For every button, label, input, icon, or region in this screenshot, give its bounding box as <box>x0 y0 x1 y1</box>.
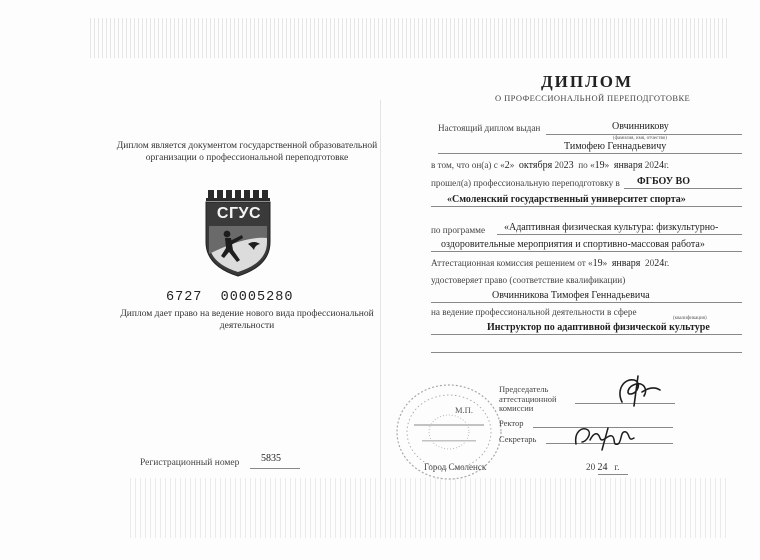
left-footer: Диплом дает право на ведение нового вида профессиональной деятельности <box>120 309 374 331</box>
holder-underline <box>431 302 742 303</box>
start-day: 2 <box>504 160 510 171</box>
scan-noise-top <box>90 18 730 58</box>
program-underline-1 <box>497 234 742 235</box>
surname-underline <box>546 134 742 135</box>
document-title: ДИПЛОМ <box>540 72 634 91</box>
end-day-open-quote: « <box>590 160 595 170</box>
program-underline-2 <box>431 251 742 252</box>
secretary-label: Секретарь <box>499 434 537 444</box>
period-to: по <box>578 160 588 170</box>
commission-year: 24 <box>654 258 665 269</box>
qualification-hint: (квалификация) <box>673 316 707 321</box>
city-label: Город Смоленск <box>424 462 487 472</box>
stamp-mp-label: М.П. <box>455 405 473 415</box>
university-logo <box>200 188 278 278</box>
issue-year-prefix: 20 <box>586 462 596 472</box>
period-prefix: в том, что он(а) с <box>431 160 498 170</box>
commission-close-quote: » <box>602 258 608 268</box>
commission-label: Аттестационная комиссия решением от <box>431 258 586 268</box>
left-heading: Диплом является документом государственной образовательной организации о профессиональной переподготовке <box>116 141 378 163</box>
issued-label: Настоящий диплом выдан <box>438 123 541 133</box>
holder-name: Овчинникова Тимофея Геннадьевича <box>492 290 650 301</box>
logo-text: СГУС <box>216 205 262 222</box>
period-line <box>431 160 669 171</box>
document-subtitle: О ПРОФЕССИОНАЛЬНОЙ ПЕРЕПОДГОТОВКЕ <box>495 93 691 103</box>
issue-year-value: 24 <box>597 462 608 473</box>
end-day-close-quote: » <box>604 160 610 170</box>
commission-year-prefix: 20 <box>645 258 655 268</box>
end-year: 24 <box>653 160 664 171</box>
blank-underline <box>431 352 742 353</box>
activity-label: на ведение профессиональной деятельности в сфере <box>431 307 637 317</box>
reg-number-value: 5835 <box>261 453 281 464</box>
start-day-close-quote: » <box>509 160 515 170</box>
chair-label: Председатель аттестационной комиссии <box>499 384 557 413</box>
end-year-suffix: г. <box>663 160 669 170</box>
program-line-2: оздоровительные мероприятия и спортивно-массовая работа» <box>441 239 705 250</box>
qualification-underline <box>431 334 742 335</box>
fio-hint: (фамилия, имя, отчество) <box>613 136 667 141</box>
start-year: 23 <box>563 160 574 171</box>
diploma-number <box>166 290 293 305</box>
issue-year <box>586 462 619 473</box>
commission-day: 19 <box>592 258 603 269</box>
diploma-serial: 00005280 <box>220 290 294 305</box>
end-month: января <box>613 160 643 171</box>
certifies-label: удостоверяет право (соответствие квалификации) <box>431 275 626 285</box>
chair-signature <box>608 372 662 408</box>
issue-year-suffix: г. <box>614 462 620 472</box>
start-month: октября <box>518 160 553 171</box>
end-year-prefix: 20 <box>644 160 654 170</box>
program-label: по программе <box>431 225 486 235</box>
issue-year-underline <box>598 474 628 475</box>
secretary-signature <box>568 420 638 452</box>
name-underline <box>438 153 742 154</box>
commission-line <box>431 258 669 269</box>
org-name-underline <box>431 206 742 207</box>
passed-label: прошел(а) профессиональную переподготовку в <box>431 178 620 188</box>
recipient-name: Тимофею Геннадьевичу <box>564 141 667 152</box>
reg-number-label: Регистрационный номер <box>140 458 240 468</box>
end-day: 19 <box>594 160 605 171</box>
qualification: Инструктор по адаптивной физической культуре <box>487 322 710 333</box>
diploma-series: 6727 <box>166 290 203 305</box>
reg-number-underline <box>250 468 300 469</box>
rector-label: Ректор <box>499 418 524 428</box>
commission-open-quote: « <box>588 258 593 268</box>
recipient-surname: Овчинникову <box>612 121 669 132</box>
start-year-prefix: 20 <box>554 160 564 170</box>
org-type: ФГБОУ ВО <box>637 176 690 187</box>
org-name: «Смоленский государственный университет спорта» <box>447 194 686 205</box>
org-type-underline <box>624 188 742 189</box>
commission-month: января <box>611 258 641 269</box>
start-day-open-quote: « <box>500 160 505 170</box>
program-line-1: «Адаптивная физическая культура: физкультурно- <box>504 222 719 233</box>
commission-year-suffix: г. <box>664 258 670 268</box>
scan-noise-bottom <box>130 478 730 538</box>
